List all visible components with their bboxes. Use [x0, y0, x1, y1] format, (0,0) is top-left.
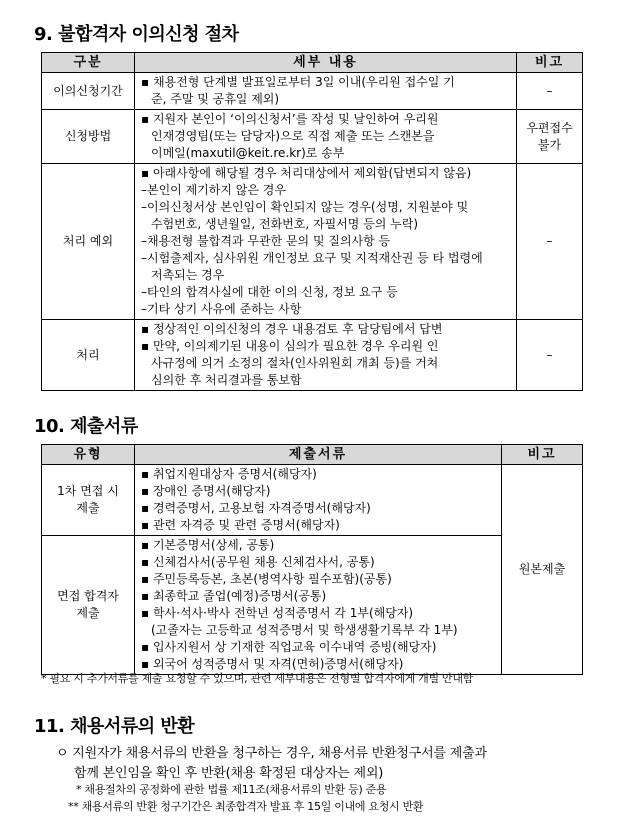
content-line: 인재경영팀(또는 담당자)으로 직접 제출 또는 스캔본을 [151, 129, 435, 143]
content-line: 준, 주말 및 공휴일 제외) [151, 92, 280, 106]
table-row [42, 110, 583, 164]
row-label: 면접 합격자 제출 [42, 536, 135, 675]
table-row [42, 465, 583, 536]
row-content [135, 73, 517, 110]
content-line: ▪ 외국어 성적증명서 및 자격(면허)증명서(해당자) [141, 657, 404, 671]
content-line: ▪ 지원자 본인이 ‘이의신청서’를 작성 및 날인하여 우리원 [141, 112, 439, 126]
content-line: ▪ 채용전형 단계별 발표일로부터 3일 이내(우리원 접수일 기 [141, 75, 455, 89]
row-label: 1차 면접 시 제출 [42, 465, 135, 536]
content-line: ▪ 정상적인 이의신청의 경우 내용검토 후 담당팀에서 답변 [141, 322, 443, 336]
row-content [135, 164, 517, 320]
content-line: 수험번호, 생년월일, 전화번호, 자필서명 등의 누락) [151, 217, 419, 231]
documents-footnote: * 필요 시 추가서류를 제출 요청할 수 있으며, 관련 세부내용은 전형별 합격자에게 개별 안내함 [41, 672, 474, 685]
return-paragraph-line1: ㅇ 지원자가 채용서류의 반환을 청구하는 경우, 채용서류 반환청구서를 제출과 [56, 746, 487, 761]
table-row [42, 536, 583, 675]
objection-table [41, 52, 583, 391]
row-label: 처리 예외 [42, 164, 135, 320]
section11-title: 11. 채용서류의 반환 [34, 716, 195, 737]
table-row [42, 73, 583, 110]
content-line: ▪ 입사지원서 상 기재한 직업교육 이수내역 증빙(해당자) [141, 640, 437, 654]
header-details: 세부 내용 [135, 53, 517, 73]
content-line: 심의한 후 처리결과를 통보함 [151, 373, 302, 387]
documents-table [41, 444, 583, 675]
content-line: –시험출제자, 심사위원 개인정보 요구 및 지적재산권 등 타 법령에 [141, 251, 483, 265]
return-note-1: * 채용절차의 공정화에 관한 법률 제11조(채용서류의 반환 등) 준용 [76, 783, 387, 796]
row-label: 이의신청기간 [42, 73, 135, 110]
table-row [42, 164, 583, 320]
content-line: ▪ 최종학교 졸업(예정)증명서(공통) [141, 589, 327, 603]
header-documents: 제출서류 [135, 445, 502, 465]
return-paragraph-line2: 함께 본인임을 확인 후 반환(채용 확정된 대상자는 제외) [74, 766, 384, 781]
content-line: ▪ 주민등록등본, 초본(병역사항 필수포함)(공통) [141, 572, 392, 586]
content-line: ▪ 신체검사서(공무원 채용 신체검사서, 공통) [141, 555, 375, 569]
header-note: 비고 [517, 53, 583, 73]
row-note: – [517, 73, 583, 110]
row-label: 신청방법 [42, 110, 135, 164]
content-line: (고졸자는 고등학교 성적증명서 및 학생생활기록부 각 1부) [151, 623, 458, 637]
content-line: –타인의 합격사실에 대한 이의 신청, 정보 요구 등 [141, 285, 398, 299]
content-line: –이의신청서상 본인임이 확인되지 않는 경우(성명, 지원분야 및 [141, 200, 469, 214]
content-line: ▪ 장애인 증명서(해당자) [141, 484, 271, 498]
content-line: ▪ 경력증명서, 고용보험 자격증명서(해당자) [141, 501, 371, 515]
content-line: 사규정에 의거 소정의 절차(인사위원회 개최 등)를 거쳐 [151, 356, 439, 370]
content-line: ▪ 취업지원대상자 증명서(해당자) [141, 467, 317, 481]
row-label: 처리 [42, 320, 135, 391]
content-line: ▪ 관련 자격증 및 관련 증명서(해당자) [141, 518, 340, 532]
section10-title: 10. 제출서류 [34, 416, 138, 437]
content-line: ▪ 기본증명서(상세, 공통) [141, 538, 275, 552]
table-row [42, 320, 583, 391]
row-note: 우편접수 불가 [517, 110, 583, 164]
content-line: –기타 상기 사유에 준하는 사항 [141, 302, 302, 316]
return-note-2: ** 채용서류의 반환 청구기간은 최종합격자 발표 후 15일 이내에 요청시 반환 [68, 800, 424, 813]
row-content [135, 320, 517, 391]
header-note: 비고 [502, 445, 583, 465]
row-content [135, 110, 517, 164]
content-line: ▪ 만약, 이의제기된 내용이 심의가 필요한 경우 우리원 인 [141, 339, 439, 353]
content-line: ▪ 아래사항에 해당될 경우 처리대상에서 제외함(답변되지 않음) [141, 166, 472, 180]
row-note: 원본제출 [502, 465, 583, 675]
row-note: – [517, 320, 583, 391]
content-line: 이메일(maxutil@keit.re.kr)로 송부 [151, 146, 345, 160]
content-line: 저촉되는 경우 [151, 268, 225, 282]
content-line: –본인이 제기하지 않은 경우 [141, 183, 286, 197]
header-type: 유형 [42, 445, 135, 465]
row-content [135, 465, 502, 536]
row-note: – [517, 164, 583, 320]
header-category: 구분 [42, 53, 135, 73]
content-line: –채용전형 불합격과 무관한 문의 및 질의사항 등 [141, 234, 391, 248]
section9-title: 9. 불합격자 이의신청 절차 [34, 24, 239, 45]
documents-table-header [42, 445, 583, 465]
row-content [135, 536, 502, 675]
content-line: ▪ 학사·석사·박사 전학년 성적증명서 각 1부(해당자) [141, 606, 414, 620]
objection-table-header [42, 53, 583, 73]
